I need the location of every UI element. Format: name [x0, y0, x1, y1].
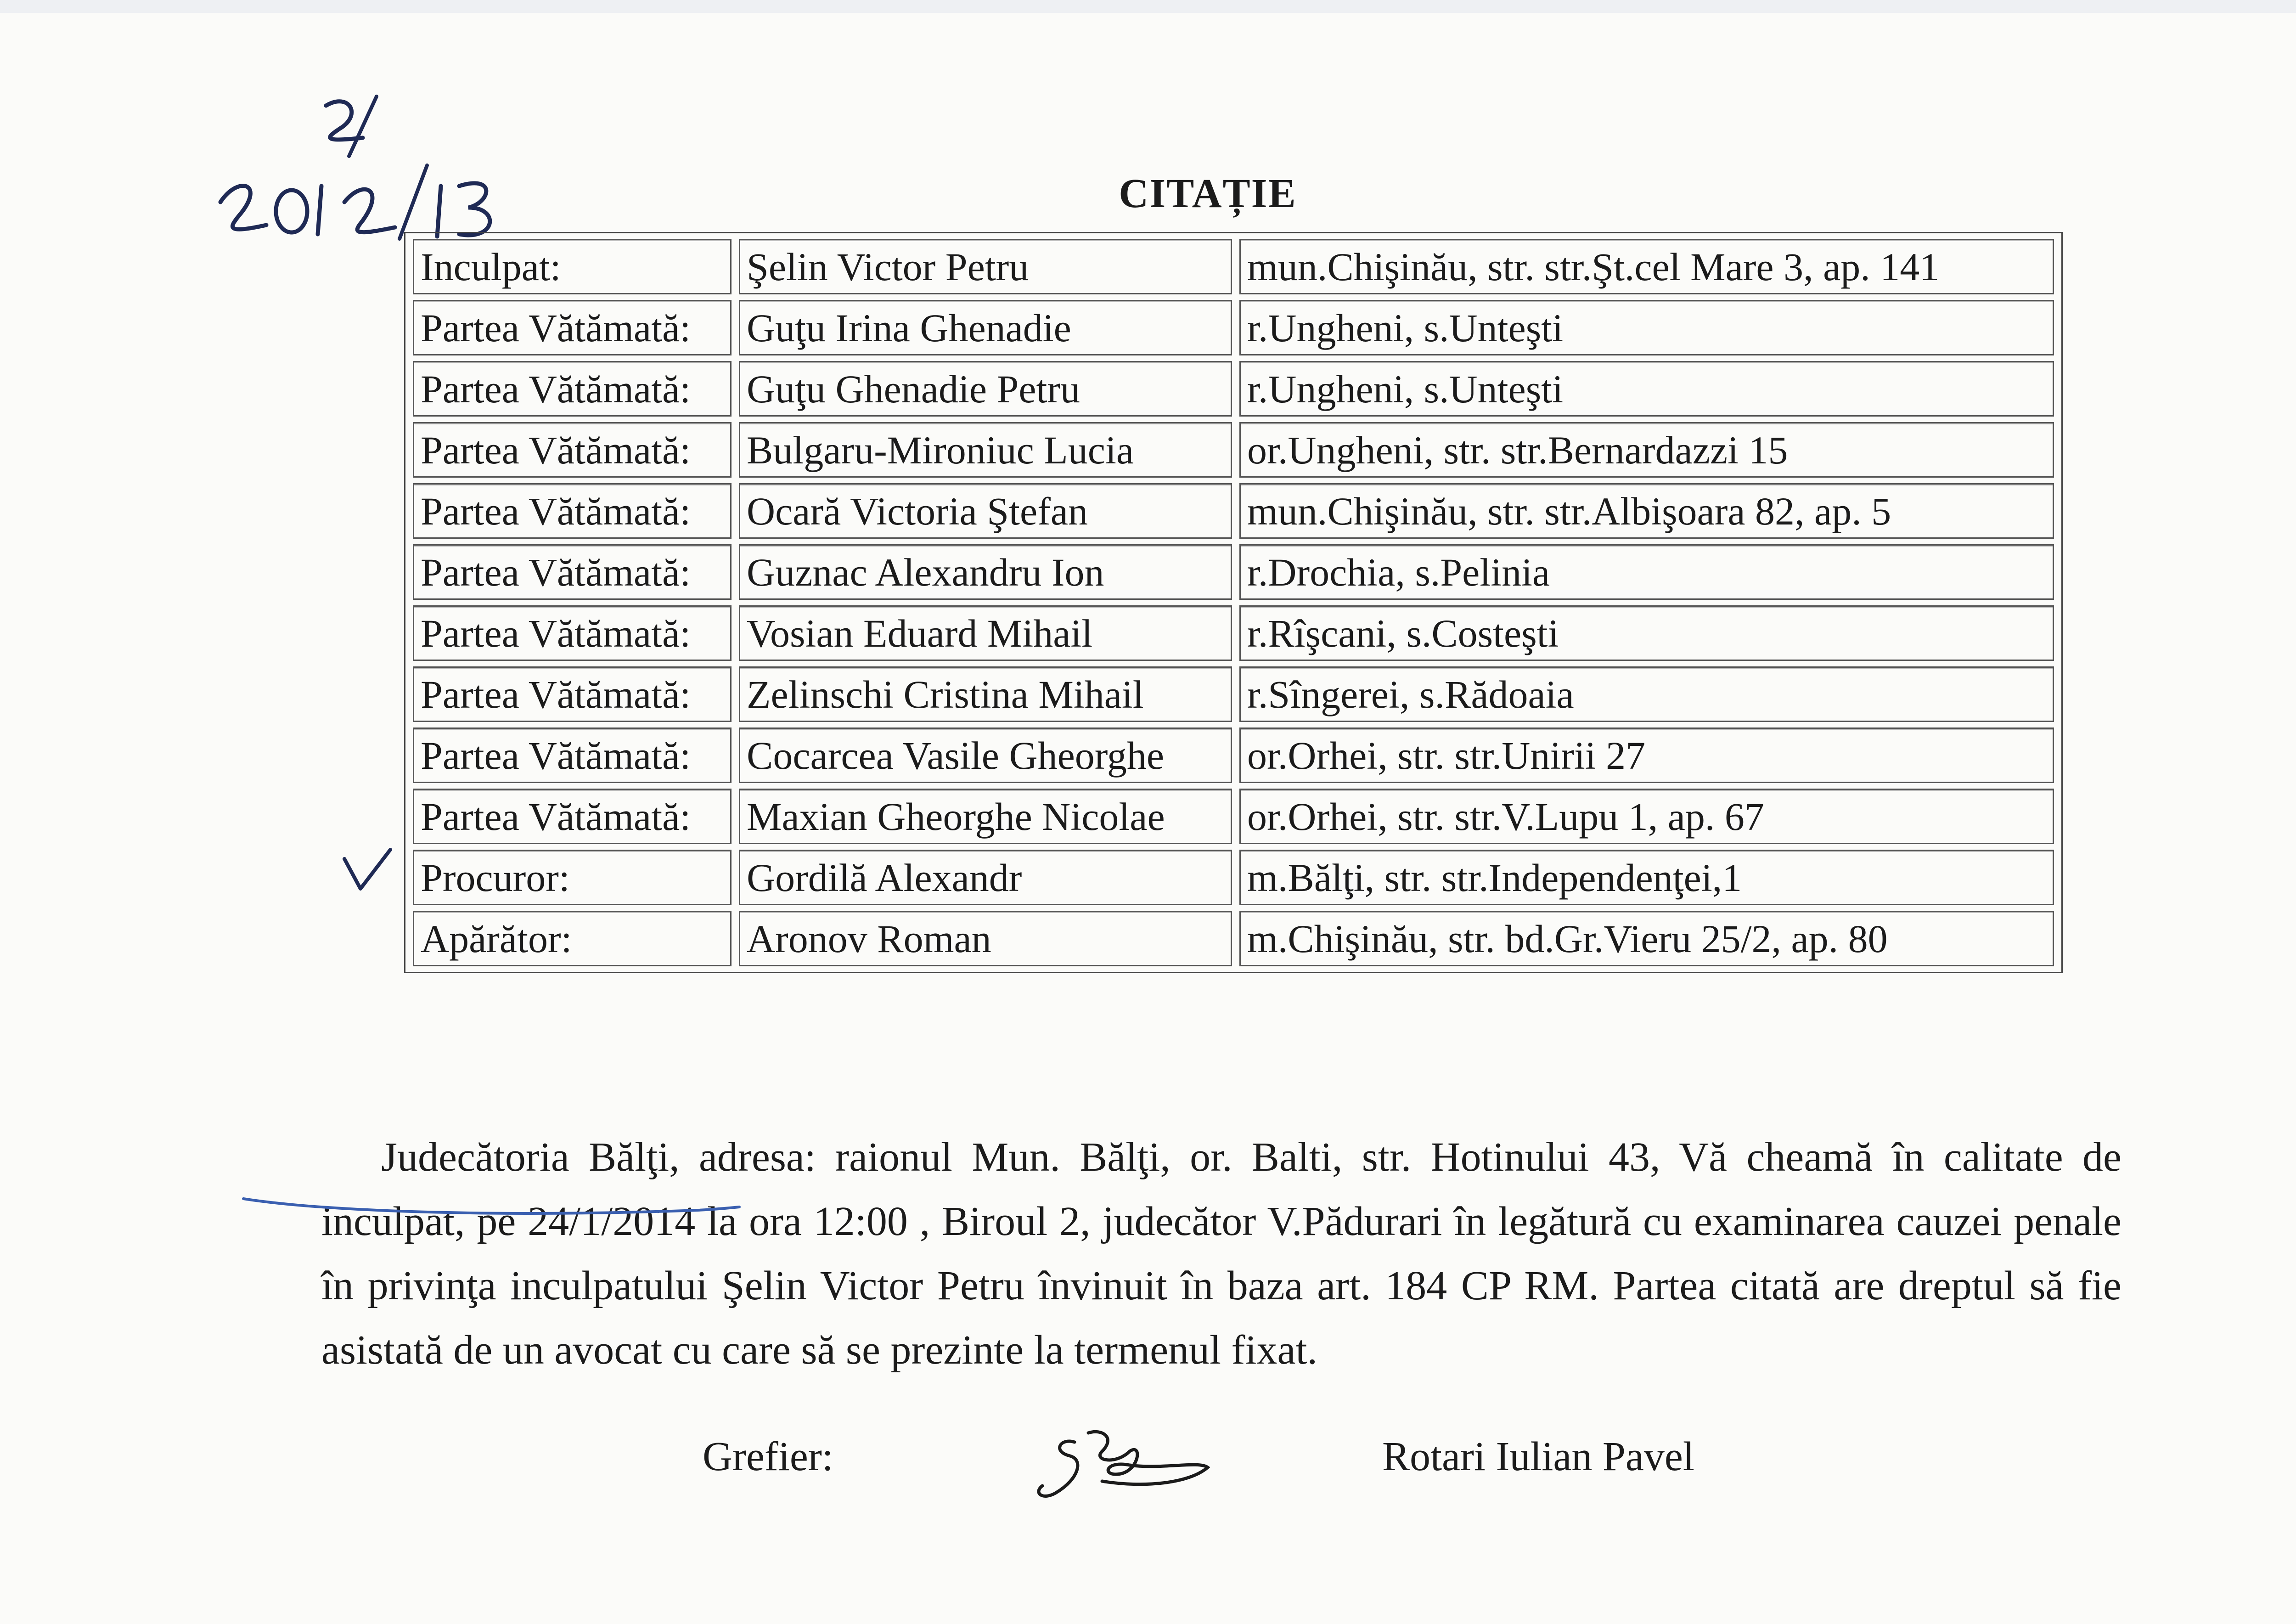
party-name: Ocară Victoria Ştefan — [739, 483, 1232, 539]
party-name: Guţu Ghenadie Petru — [739, 361, 1232, 417]
pen-underline-mark — [239, 1190, 744, 1226]
handwritten-check-icon — [340, 845, 395, 896]
party-name: Guţu Irina Ghenadie — [739, 300, 1232, 355]
party-role: Inculpat: — [413, 239, 732, 294]
party-role: Partea Vătămată: — [413, 422, 732, 478]
party-name: Bulgaru-Mironiuc Lucia — [739, 422, 1232, 478]
table-row — [413, 300, 2054, 355]
party-address: or.Orhei, str. str.Unirii 27 — [1239, 727, 2054, 783]
handwritten-case-number — [211, 87, 533, 253]
clerk-name: Rotari Iulian Pavel — [1382, 1434, 1694, 1479]
table-row — [413, 789, 2054, 844]
party-name: Aronov Roman — [739, 911, 1232, 966]
table-row — [413, 483, 2054, 539]
party-role: Partea Vătămată: — [413, 727, 732, 783]
table-row — [413, 850, 2054, 905]
party-name: Şelin Victor Petru — [739, 239, 1232, 294]
table-row — [413, 422, 2054, 478]
party-address: or.Orhei, str. str.V.Lupu 1, ap. 67 — [1239, 789, 2054, 844]
signature-block — [0, 1424, 2296, 1516]
party-address: mun.Chişinău, str. str.Şt.cel Mare 3, ap. 141 — [1239, 239, 2054, 294]
party-name: Cocarcea Vasile Gheorghe — [739, 727, 1232, 783]
signature-icon — [1024, 1424, 1217, 1516]
party-role: Partea Vătămată: — [413, 605, 732, 661]
clerk-label: Grefier: — [703, 1434, 833, 1479]
table-row — [413, 544, 2054, 600]
table-row — [413, 605, 2054, 661]
party-address: r.Sîngerei, s.Rădoaia — [1239, 666, 2054, 722]
party-role: Partea Vătămată: — [413, 789, 732, 844]
document-title: CITAȚIE — [1119, 171, 1297, 216]
table-row — [413, 727, 2054, 783]
party-name: Guznac Alexandru Ion — [739, 544, 1232, 600]
party-name: Maxian Gheorghe Nicolae — [739, 789, 1232, 844]
party-address: r.Rîşcani, s.Costeşti — [1239, 605, 2054, 661]
party-name: Gordilă Alexandr — [739, 850, 1232, 905]
party-role: Partea Vătămată: — [413, 544, 732, 600]
party-role: Apărător: — [413, 911, 732, 966]
party-name: Zelinschi Cristina Mihail — [739, 666, 1232, 722]
party-role: Partea Vătămată: — [413, 361, 732, 417]
table-row — [413, 239, 2054, 294]
party-address: m.Chişinău, str. bd.Gr.Vieru 25/2, ap. 80 — [1239, 911, 2054, 966]
party-role: Procuror: — [413, 850, 732, 905]
party-role: Partea Vătămată: — [413, 666, 732, 722]
party-address: or.Ungheni, str. str.Bernardazzi 15 — [1239, 422, 2054, 478]
party-address: r.Ungheni, s.Unteşti — [1239, 361, 2054, 417]
party-address: r.Ungheni, s.Unteşti — [1239, 300, 2054, 355]
party-address: m.Bălţi, str. str.Independenţei,1 — [1239, 850, 2054, 905]
citation-body-text: Judecătoria Bălţi, adresa: raionul Mun. Bălţi, or. Balti, str. Hotinului 43, Vă cheamă în calitate de inculpat, pe 24/1/2014 la ora 12:00 , Biroul 2, judecător V.Pădurari în legătură cu examinarea cauzei penale în privinţa inculpatului Şelin Victor Petru învinuit în baza art. 184 CP RM. Partea citată are dreptul să fie asistată de un avocat cu care să se prezinte la termenul fixat. — [321, 1134, 2122, 1373]
table-row — [413, 361, 2054, 417]
table-row — [413, 666, 2054, 722]
party-role: Partea Vătămată: — [413, 483, 732, 539]
parties-table — [404, 232, 2063, 973]
party-address: mun.Chişinău, str. str.Albişoara 82, ap. 5 — [1239, 483, 2054, 539]
party-role: Partea Vătămată: — [413, 300, 732, 355]
party-address: r.Drochia, s.Pelinia — [1239, 544, 2054, 600]
party-name: Vosian Eduard Mihail — [739, 605, 1232, 661]
table-row — [413, 911, 2054, 966]
